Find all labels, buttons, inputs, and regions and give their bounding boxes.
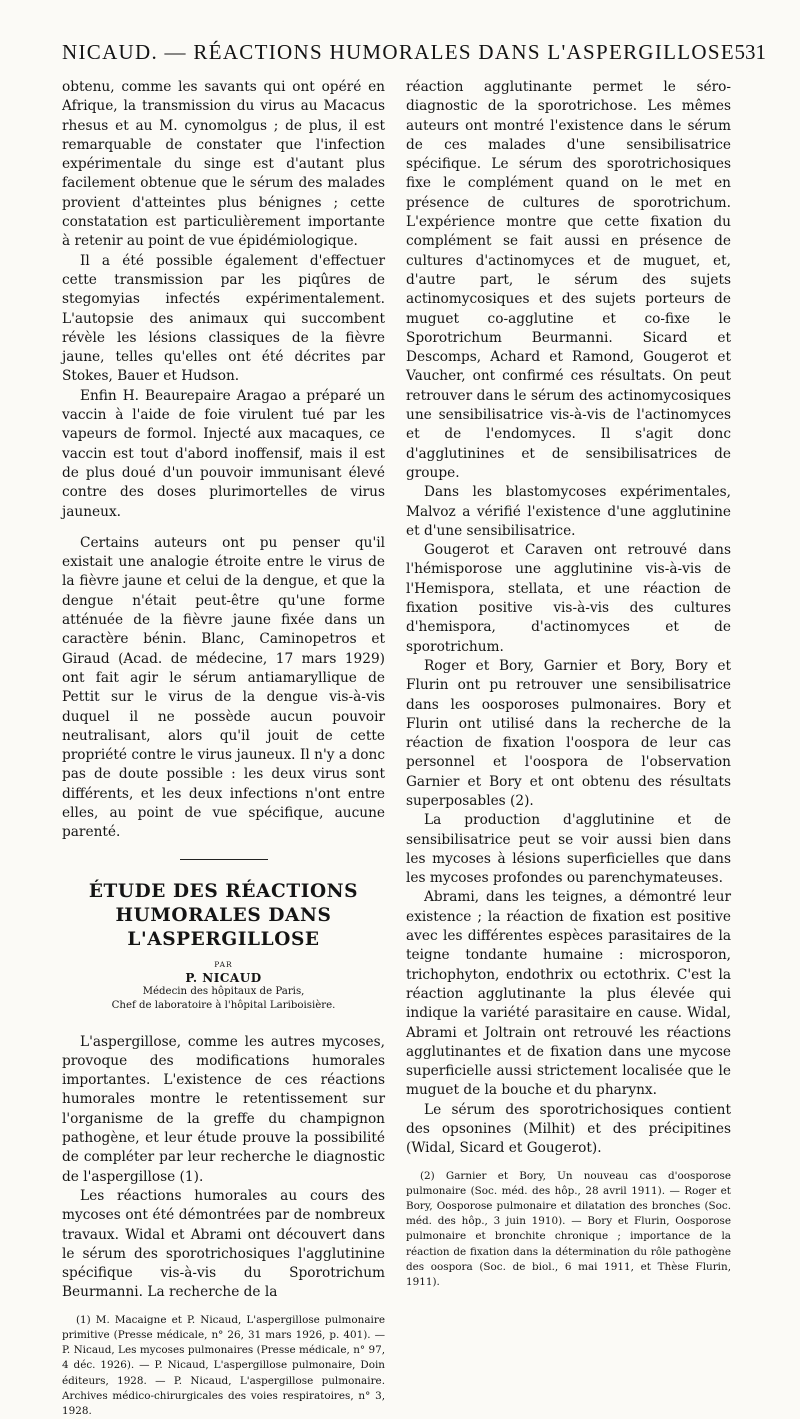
paragraph: La production d'agglutinine et de sensibilisatrice peut se voir aussi bien dans les mycoses à lésions superficielles que dans les mycoses profondes ou parenchymateuses. <box>406 812 731 887</box>
paragraph: L'aspergillose, comme les autres mycoses, provoque des modifications humorales importantes. L'existence de ces réactions humorales montre le retentissement sur l'organisme de la greffe du champignon pathogène, et leur étude prouve la possibilité de compléter par leur recherche le diagnostic de l'aspergillose (1). <box>62 1033 385 1185</box>
author-name: P. NICAUD <box>185 970 262 985</box>
affiliation-line: Médecin des hôpitaux de Paris, <box>142 985 305 997</box>
article-heading <box>62 880 385 1013</box>
section-divider <box>180 859 268 860</box>
author-affiliation <box>62 985 385 1013</box>
paragraph: réaction agglutinante permet le séro-diagnostic de la sporotrichose. Les mêmes auteurs ont montré l'existence dans le sérum de ces malades d'une sensibilisatrice spécifique. Le sérum des sporotrichosiques fixe le complément quand on le met en présence de cultures de sporotrichum. L'expérience montre que cette fixation du complément se fait aussi en présence de cultures d'actinomyces et de muguet, et, d'autre part, le sérum des sujets actinomycosiques et des sujets porteurs de muguet co-agglutine et co-fixe le Sporotrichum Beurmanni. Sicard et Descomps, Achard et Ramond, Gougerot et Vaucher, ont confirmé ces résultats. On peut retrouver dans le sérum des actinomycosiques une sensibilisatrice vis-à-vis de l'actinomyces et de l'endomyces. Il s'agit donc d'agglutinines et de sensibilisatrices de groupe. <box>406 79 731 481</box>
affiliation-line: Chef de laboratoire à l'hôpital Lariboisière. <box>111 999 336 1011</box>
footnote-1: (1) M. Macaigne et P. Nicaud, L'aspergillose pulmonaire primitive (Presse médicale, n° 26, 31 mars 1926, p. 401). — P. Nicaud, Les mycoses pulmonaires (Presse médicale, n° 97, 4 déc. 1926). — P. Nicaud, L'aspergillose pulmonaire, Doin éditeurs, 1928. — P. Nicaud, L'aspergillose pulmonaire. Archives médico-chirurgicales des voies respiratoires, n° 3, 1928. <box>62 1313 385 1417</box>
paragraph: Gougerot et Caraven ont retrouvé dans l'hémisporose une agglutinine vis-à-vis de l'Hemispora, stellata, et une réaction de fixation positive vis-à-vis des cultures d'hemispora, d'actinomyces et de sporotrichum. <box>406 542 731 655</box>
paragraph: Le sérum des sporotrichosiques contient des opsonines (Milhit) et des précipitines (Widal, Sicard et Gougerot). <box>406 1101 731 1157</box>
paragraph: Roger et Bory, Garnier et Bory, Bory et Flurin ont pu retrouver une sensibilisatrice dans les oosporoses pulmonaires. Bory et Flurin ont utilisé dans la recherche de la réaction de fixation l'oospora de leur cas personnel et l'oospora de l'observation Garnier et Bory et ont obtenu des résultats superposables (2). <box>406 657 731 809</box>
paragraph: Les réactions humorales au cours des mycoses ont été démontrées par de nombreux travaux. Widal et Abrami ont découvert dans le sérum des sporotrichosiques l'agglutinine spécifique vis-à-vis du Sporotrichum Beurmanni. La recherche de la <box>62 1187 385 1301</box>
footnote-2: (2) Garnier et Bory, Un nouveau cas d'oosporose pulmonaire (Soc. méd. des hôp., 28 avril 1911). — Roger et Bory, Oosporose pulmonaire et dilatation des bronches (Soc. méd. des hôp., 3 juin 1910). — Bory et Flurin, Oosporose pulmonaire et bronchite chronique ; importance de la réaction de fixation dans la détermination du rôle pathogène des oospora (Soc. de biol., 6 mai 1911, et Thèse Flurin, 1911). <box>406 1169 731 1289</box>
article-title-line: HUMORALES DANS <box>115 904 332 926</box>
right-column <box>406 78 731 1290</box>
paragraph: obtenu, comme les savants qui ont opéré en Afrique, la transmission du virus au Macacus rhesus et au M. cynomolgus ; de plus, il est remarquable de constater que l'infection expérimentale du singe est d'autant plus facilement obtenue que le sérum des malades provient d'atteintes plus bénignes ; cette constatation est particulièrement importante à retenir au point de vue épidémiologique. <box>62 79 385 250</box>
byline: PAR <box>214 959 233 969</box>
paragraph: Certains auteurs ont pu penser qu'il existait une analogie étroite entre le virus de la fièvre jaune et celui de la dengue, et que la dengue n'était peut-être qu'une forme atténuée de la fièvre jaune fixée dans un caractère bénin. Blanc, Caminopetros et Giraud (Acad. de médecine, 17 mars 1929) ont fait agir le sérum antiamaryllique de Pettit sur le virus de la dengue vis-à-vis duquel il ne possède aucun pouvoir neutralisant, alors qu'il jouit de cette propriété contre le virus jauneux. Il n'y a donc pas de doute possible : les deux virus sont différents, et les deux infections n'ont entre elles, au point de vue spécifique, aucune parenté. <box>62 534 385 841</box>
footnotes <box>62 1313 385 1419</box>
paragraph: Abrami, dans les teignes, a démontré leur existence ; la réaction de fixation est positive avec les différentes espèces parasitaires de la teigne tondante humaine : microsporon, trichophyton, endothrix ou ectothrix. C'est la réaction agglutinante la plus élevée qui indique la variété parasitaire en cause. Widal, Abrami et Joltrain ont retrouvé les réactions agglutinantes et de fixation dans une mycose superficielle aussi strictement localisée que le muguet de la bouche et du pharynx. <box>406 889 731 1099</box>
left-column <box>62 78 385 1419</box>
article-title-line: ÉTUDE DES RÉACTIONS <box>88 880 359 902</box>
paragraph: Dans les blastomycoses expérimentales, Malvoz a vérifié l'existence d'une agglutinine et d'une sensibilisatrice. <box>406 484 731 539</box>
page-number: 531 <box>734 40 766 64</box>
paragraph: Il a été possible également d'effectuer cette transmission par les piqûres de stegomyias infectés expérimentalement. L'autopsie des animaux qui succombent révèle les lésions classiques de la fièvre jaune, telles qu'elles ont été décrites par Stokes, Bauer et Hudson. <box>62 252 385 385</box>
footnotes <box>406 1169 731 1291</box>
paragraph: Enfin H. Beaurepaire Aragao a préparé un vaccin à l'aide de foie virulent tué par les vapeurs de formol. Injecté aux macaques, ce vaccin est tout d'abord inoffensif, mais il est de plus doué d'un pouvoir immunisant élevé contre des doses plurimortelles de virus jauneux. <box>62 387 385 520</box>
article-title-line: L'ASPERGILLOSE <box>127 928 320 950</box>
running-title: NICAUD. — RÉACTIONS HUMORALES DANS L'ASPERGILLOSE <box>62 40 736 64</box>
running-header <box>62 40 766 70</box>
